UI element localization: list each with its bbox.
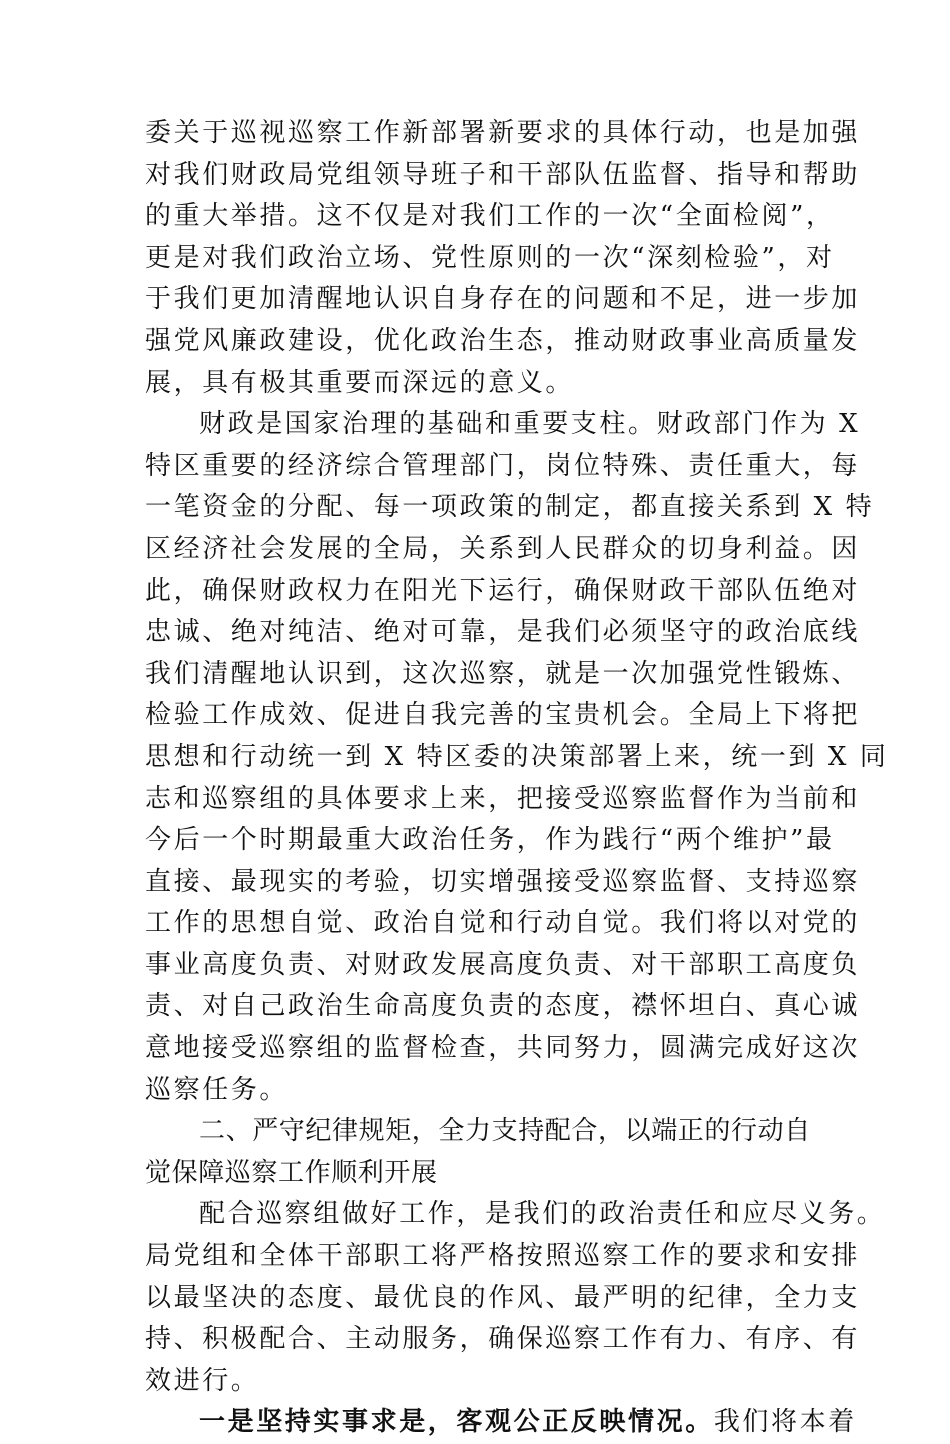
- text-line: 我们清醒地认识到，这次巡察，就是一次加强党性锻炼、: [145, 658, 861, 689]
- document-page: [145, 113, 889, 1444]
- heading-line: 二、严守纪律规矩，全力支持配合，以端正的行动自: [199, 1116, 811, 1147]
- text-line: 强党风廉政建设，优化政治生态，推动财政事业高质量发: [145, 325, 861, 356]
- text-line: 持、积极配合、主动服务，确保巡察工作有力、有序、有: [145, 1324, 861, 1355]
- text-rest: 我们将本着: [713, 1407, 857, 1438]
- text-line: 志和巡察组的具体要求上来，把接受巡察监督作为当前和: [145, 783, 861, 814]
- text-line: 思想和行动统一到 X 特区委的决策部署上来，统一到 X 同: [145, 741, 889, 772]
- bold-lead: 一是坚持实事求是，客观公正反映情况。: [199, 1407, 714, 1438]
- text-line: 的重大举措。这不仅是对我们工作的一次“全面检阅”，: [145, 201, 835, 232]
- text-line: 财政是国家治理的基础和重要支柱。财政部门作为 X: [199, 409, 861, 440]
- paragraph-finance-role: [145, 404, 889, 1111]
- text-line: 一笔资金的分配、每一项政策的制定，都直接关系到 X 特: [145, 492, 875, 523]
- text-line: 效进行。: [145, 1365, 260, 1396]
- section-heading-2: [145, 1111, 813, 1194]
- text-line: 局党组和全体干部职工将严格按照巡察工作的要求和安排: [145, 1241, 861, 1272]
- text-line: 区经济社会发展的全局，关系到人民群众的切身利益。因: [145, 533, 861, 564]
- heading-line: 觉保障巡察工作顺利开展: [145, 1157, 438, 1188]
- text-line: 特区重要的经济综合管理部门，岗位特殊、责任重大，每: [145, 450, 861, 481]
- text-line: 今后一个时期最重大政治任务，作为践行“两个维护”最: [145, 825, 835, 856]
- paragraph-cooperation: [145, 1194, 886, 1402]
- text-line: 于我们更加清醒地认识自身存在的问题和不足，进一步加: [145, 284, 861, 315]
- paragraph-significance: [145, 113, 861, 404]
- text-line: 委关于巡视巡察工作新部署新要求的具体行动，也是加强: [145, 118, 861, 148]
- text-line: 配合巡察组做好工作，是我们的政治责任和应尽义务。: [199, 1199, 886, 1230]
- text-line: 检验工作成效、促进自我完善的宝贵机会。全局上下将把: [145, 700, 861, 731]
- text-line: 意地接受巡察组的监督检查，共同努力，圆满完成好这次: [145, 1033, 861, 1064]
- text-line: 此，确保财政权力在阳光下运行，确保财政干部队伍绝对: [145, 575, 861, 606]
- paragraph-point-one: [145, 1402, 857, 1444]
- text-line: 工作的思想自觉、政治自觉和行动自觉。我们将以对党的: [145, 908, 861, 939]
- text-line: 以最坚决的态度、最优良的作风、最严明的纪律，全力支: [145, 1282, 861, 1313]
- text-line: 更是对我们政治立场、党性原则的一次“深刻检验”，对: [145, 242, 835, 273]
- text-line: 巡察任务。: [145, 1074, 289, 1105]
- text-line: [145, 1402, 857, 1444]
- text-line: 对我们财政局党组领导班子和干部队伍监督、指导和帮助: [145, 159, 861, 190]
- text-line: 责、对自己政治生命高度负责的态度，襟怀坦白、真心诚: [145, 991, 861, 1022]
- text-line: 忠诚、绝对纯洁、绝对可靠，是我们必须坚守的政治底线: [145, 617, 861, 648]
- text-line: 展，具有极其重要而深远的意义。: [145, 367, 575, 398]
- text-line: 事业高度负责、对财政发展高度负责、对干部职工高度负: [145, 949, 861, 980]
- text-line: 直接、最现实的考验，切实增强接受巡察监督、支持巡察: [145, 866, 861, 897]
